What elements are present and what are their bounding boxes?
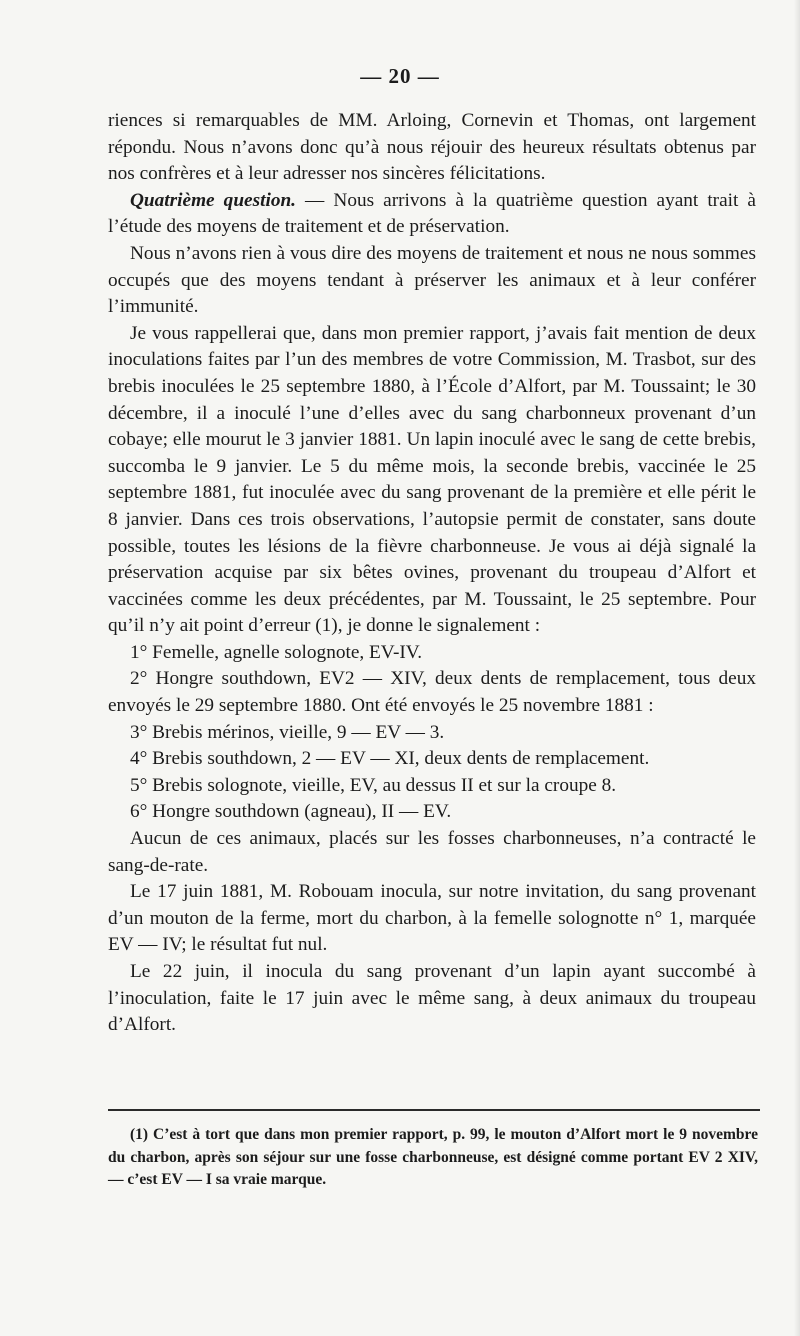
list-item-4: 4° Brebis southdown, 2 — EV — XI, deux dents de remplacement.	[130, 748, 650, 770]
paragraph-7: Le 22 juin, il inocula du sang provenant d’un lapin ayant succombé à l’inoculation, faite le 17 juin avec le même sang, à deux animaux du troupeau d’Alfort.	[108, 961, 756, 1036]
page-number: — 20 —	[360, 64, 440, 88]
page-edge-shadow	[794, 0, 800, 1336]
list-item-6: 6° Hongre southdown (agneau), II — EV.	[130, 801, 452, 823]
footnote-divider	[108, 1109, 760, 1111]
list-item-2: 2° Hongre southdown, EV2 — XIV, deux dents de remplacement, tous deux envoyés le 29 septembre 1880. Ont été envoyés le 25 novembre 1881 :	[108, 668, 756, 717]
paragraph-5: Aucun de ces animaux, placés sur les fosses charbonneuses, n’a contracté le sang-de-rate.	[108, 828, 756, 876]
list-item-3: 3° Brebis mérinos, vieille, 9 — EV — 3.	[130, 721, 445, 743]
question-label: Quatrième question.	[130, 189, 296, 211]
paragraph-1: riences si remarquables de MM. Arloing, Cornevin et Thomas, ont largement répondu. Nous n’avons donc qu’à nous réjouir des heureux résultats obtenus par nos confrères et à leur adresser nos sincères félicitations.	[108, 110, 756, 185]
list-item-5: 5° Brebis solognote, vieille, EV, au dessus II et sur la croupe 8.	[130, 774, 617, 796]
paragraph-6: Le 17 juin 1881, M. Robouam inocula, sur notre invitation, du sang provenant d’un mouton de la ferme, mort du charbon, à la femelle solognotte n° 1, marquée EV — IV; le résultat fut nul.	[108, 881, 756, 956]
paragraph-2-text: — Nous arrivons à la quatrième question ayant trait à l’étude des moyens de traitement et de préservation.	[108, 189, 756, 238]
body-text	[108, 108, 756, 1039]
paragraph-2	[108, 188, 756, 241]
footnote-text: (1) C’est à tort que dans mon premier rapport, p. 99, le mouton d’Alfort mort le 9 novembre du charbon, après son séjour sur une fosse charbonneuse, est désigné comme portant EV 2 XIV, — c’est EV — I sa vraie marque.	[108, 1126, 758, 1188]
paragraph-3: Nous n’avons rien à vous dire des moyens de traitement et nous ne nous sommes occupés que des moyens tendant à préserver les animaux et à leur conférer l’immunité.	[108, 242, 756, 318]
list-item-1: 1° Femelle, agnelle solognote, EV-IV.	[130, 641, 423, 663]
paragraph-4: Je vous rappellerai que, dans mon premier rapport, j’avais fait mention de deux inoculations faites par l’un des membres de votre Commission, M. Trasbot, sur des brebis inoculées le 25 septembre 1880, à l’École d’Alfort, par M. Toussaint; le 30 décembre, il a inoculé l’une d’elles avec du sang charbonneux provenant d’un cobaye; elle mourut le 3 janvier 1881. Un lapin inoculé avec le sang de cette brebis, succomba le 9 janvier. Le 5 du même mois, la seconde brebis, vaccinée le 25 septembre 1881, fut inoculée avec du sang provenant de la première et elle périt le 8 janvier. Dans ces trois observations, l’autopsie permit de constater, sans doute possible, toutes les lésions de la fièvre charbonneuse. Je vous ai déjà signalé la préservation acquise par six bêtes ovines, provenant du troupeau d’Alfort et vaccinées comme les deux précédentes, par M. Toussaint, le 25 septembre. Pour qu’il n’y ait point d’erreur (1), je donne le signalement :	[108, 322, 756, 637]
footnote	[108, 1124, 758, 1192]
